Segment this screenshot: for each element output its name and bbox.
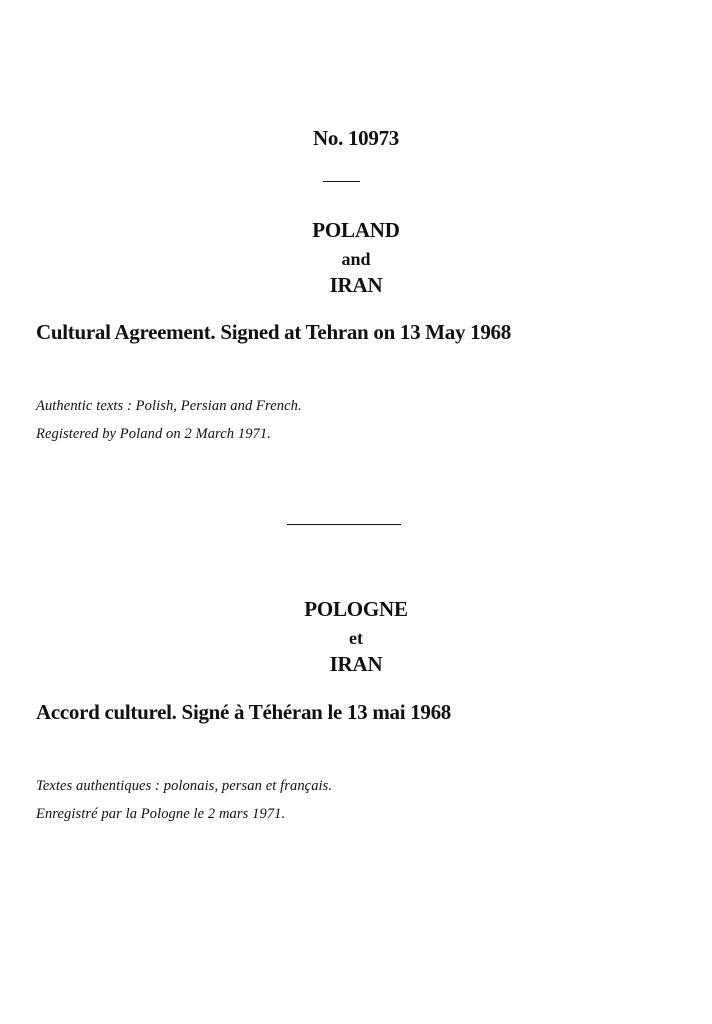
document-number: No. 10973 — [313, 126, 399, 150]
agreement-title-english: Cultural Agreement. Signed at Tehran on 13 May 1968 — [36, 320, 511, 344]
party-1-french: POLOGNE — [304, 597, 408, 621]
party-1-english: POLAND — [312, 218, 400, 242]
authentic-texts-english: Authentic texts : Polish, Persian and French. — [36, 398, 302, 414]
short-divider — [323, 181, 360, 182]
section-divider — [287, 524, 401, 525]
authentic-texts-french: Textes authentiques : polonais, persan et français. — [36, 778, 333, 794]
party-2-english: IRAN — [329, 273, 383, 297]
conjunction-french: et — [349, 628, 363, 648]
party-2-french: IRAN — [329, 652, 383, 676]
conjunction-english: and — [341, 249, 371, 269]
registration-note-french: Enregistré par la Pologne le 2 mars 1971. — [36, 806, 286, 822]
registration-note-english: Registered by Poland on 2 March 1971. — [36, 426, 271, 442]
agreement-title-french: Accord culturel. Signé à Téhéran le 13 mai 1968 — [36, 700, 452, 724]
